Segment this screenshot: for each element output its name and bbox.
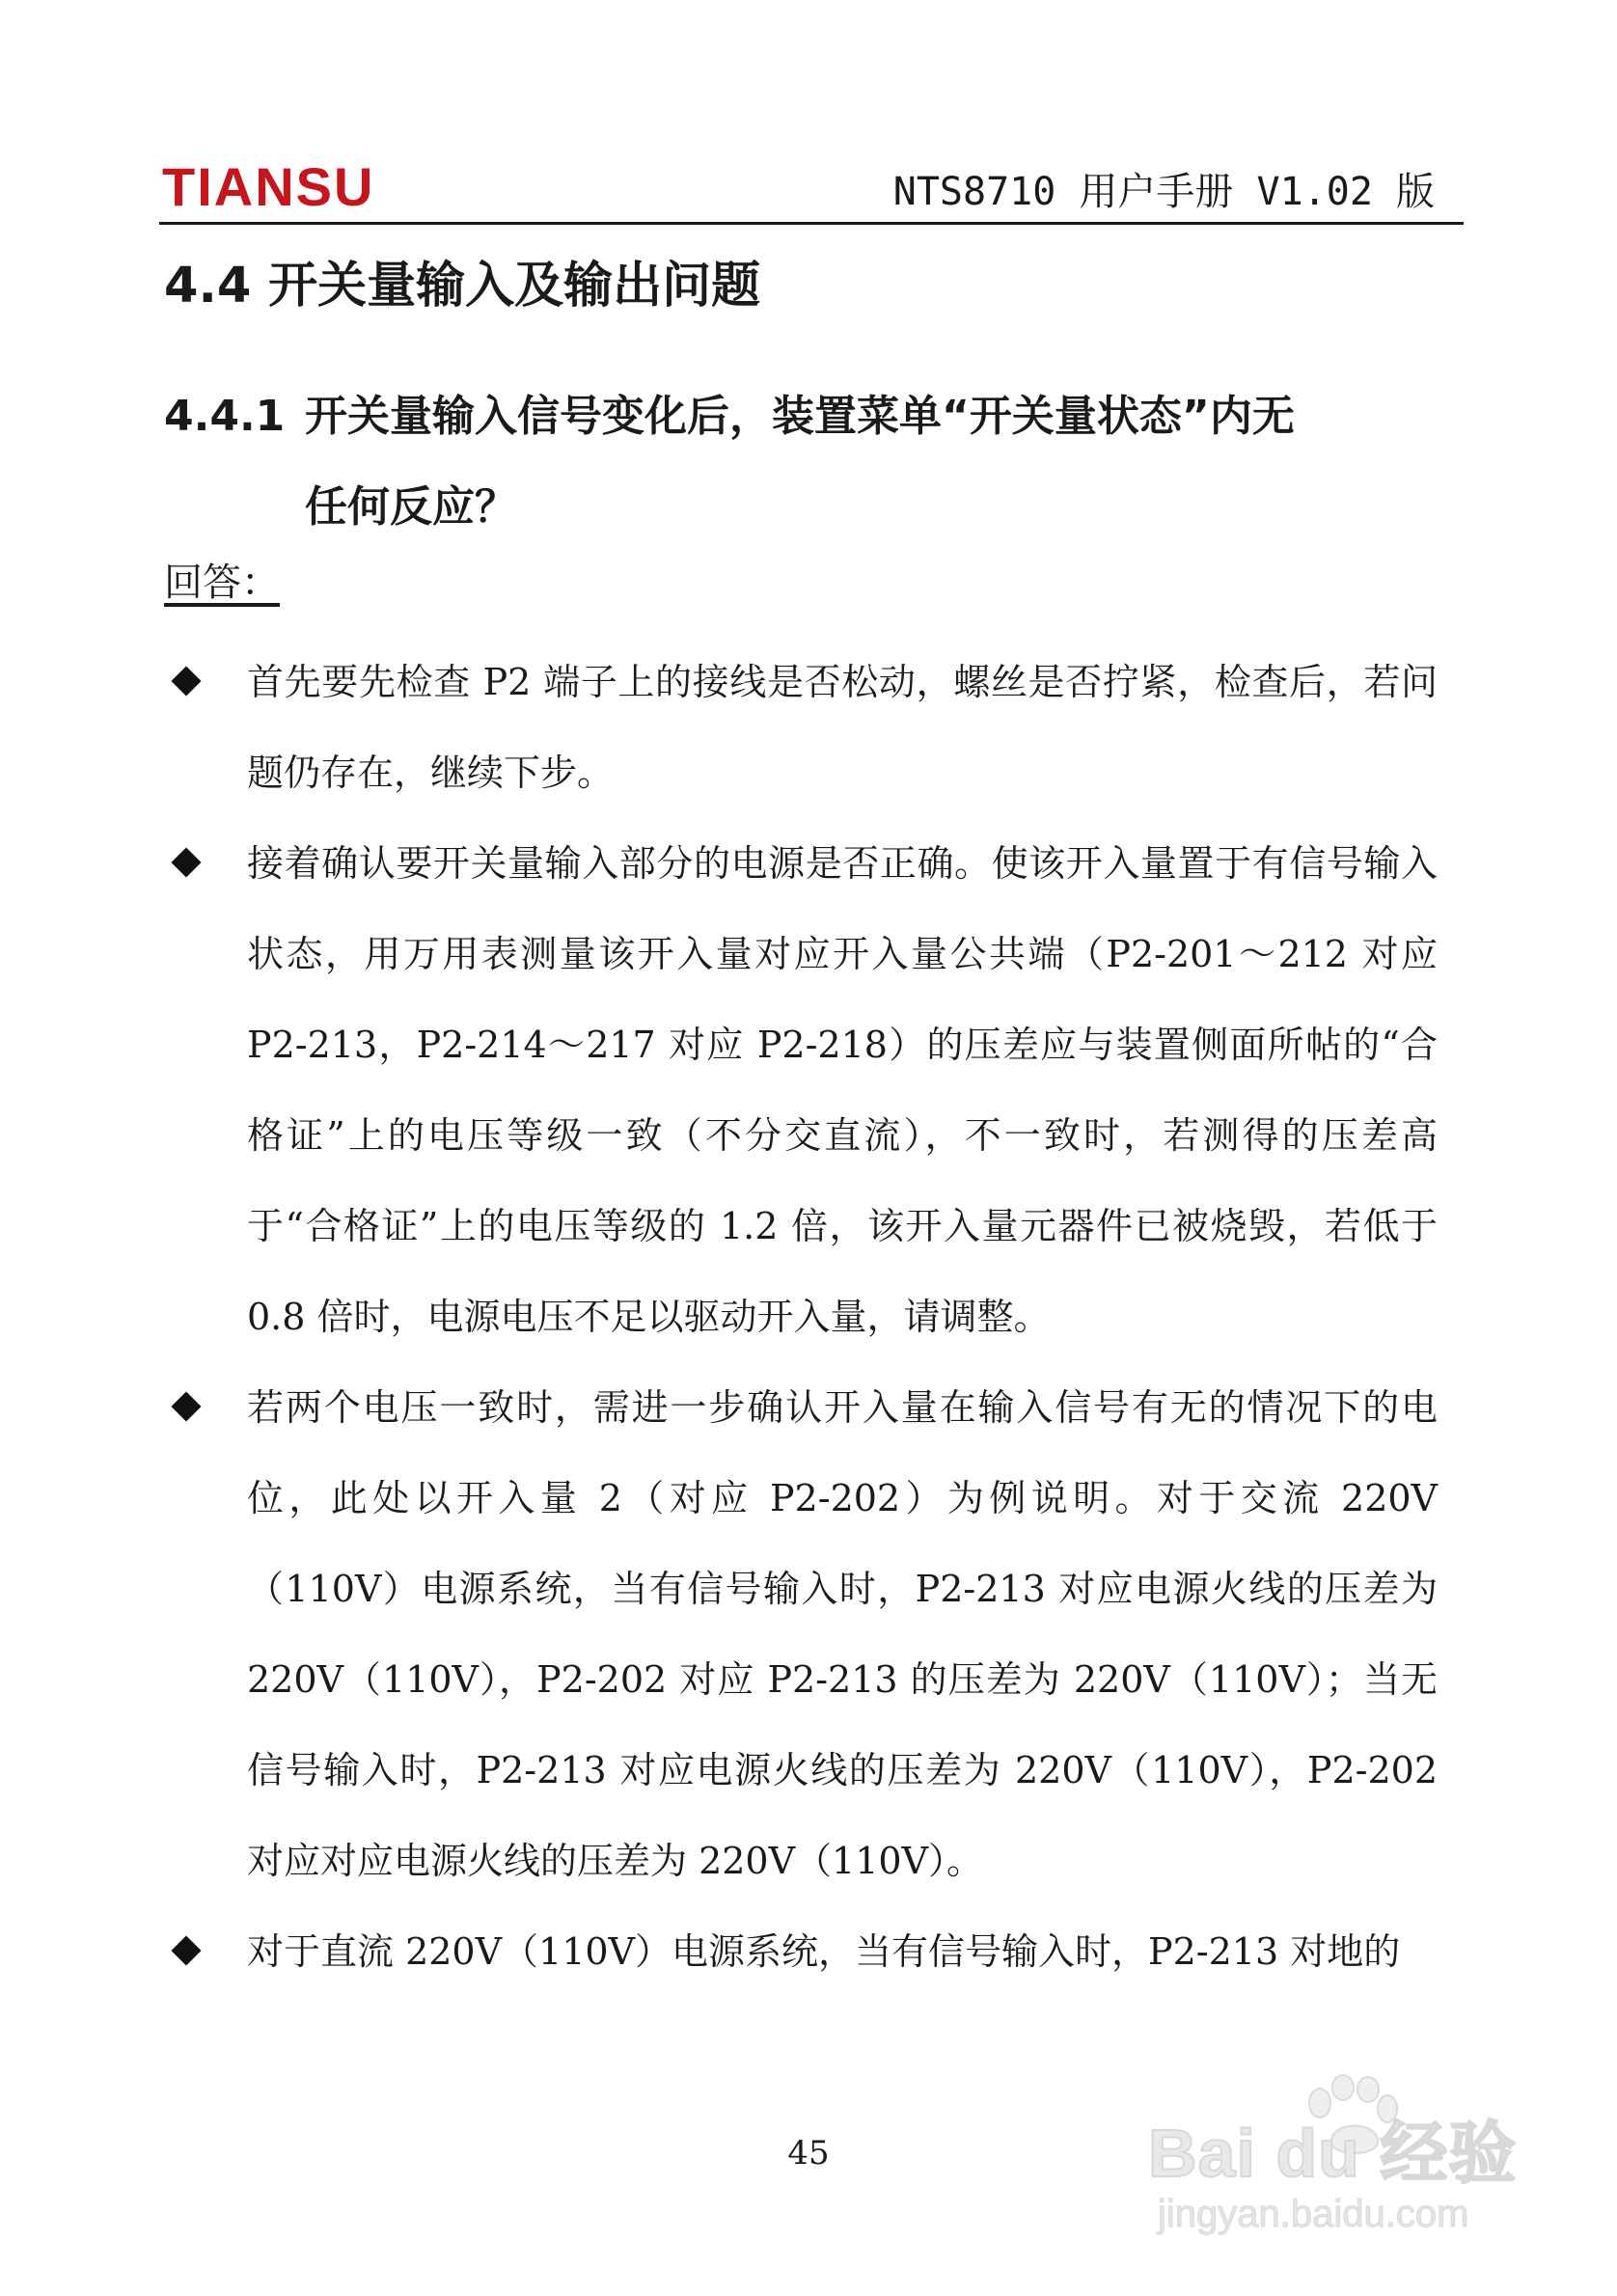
subsection-heading <box>164 371 1438 553</box>
company-logo: TIANSU <box>162 156 375 217</box>
diamond-bullet-icon <box>171 666 201 696</box>
watermark-url: jingyan.baidu.com <box>1158 2193 1469 2235</box>
list-item-text: 若两个电压一致时，需进一步确认开入量在输入信号有无的情况下的电位，此处以开入量 2（对应 P2-202）为例说明。对于交流 220V（110V）电源系统，当有信号输入时，P2-213 对应电源火线的压差为 220V（110V），P2-202 对应 P2-213 的压差为 220V（110V）；当无信号输入时，P2-213 对应电源火线的压差为 220V（110V），P2-202 对应对应电源火线的压差为 220V（110V）。 <box>247 1386 1438 1882</box>
diamond-bullet-icon <box>171 847 201 877</box>
subsection-title-line2: 任何反应？ <box>305 482 517 532</box>
page-number: 45 <box>787 2134 830 2173</box>
list-item-text: 首先要先检查 P2 端子上的接线是否松动，螺丝是否拧紧，检查后，若问题仍存在，继续下步。 <box>247 661 1438 794</box>
list-item <box>164 1906 1438 1997</box>
subsection-title-line1: 开关量输入信号变化后，装置菜单“开关量状态”内无 <box>305 392 1295 441</box>
header-divider <box>159 222 1464 225</box>
document-title: NTS8710 用户手册 V1.02 版 <box>892 170 1435 214</box>
diamond-bullet-icon <box>171 1935 201 1965</box>
page-header <box>159 154 1462 224</box>
list-item <box>164 818 1438 1362</box>
list-item <box>164 637 1438 818</box>
watermark-brand: Bai du 经验 <box>1148 2116 1518 2191</box>
list-item <box>164 1362 1438 1906</box>
baidu-watermark <box>1148 2074 1534 2238</box>
subsection-number: 4.4.1 <box>164 392 286 441</box>
diamond-bullet-icon <box>171 1391 201 1421</box>
list-item-text: 接着确认要开关量输入部分的电源是否正确。使该开入量置于有信号输入状态，用万用表测量该开入量对应开入量公共端（P2-201～212 对应 P2-213，P2-214～217 对应 P2-218）的压差应与装置侧面所帖的“合格证”上的电压等级一致（不分交直流），不一致时，若测得的压差高于“合格证”上的电压等级的 1.2 倍，该开入量元器件已被烧毁，若低于 0.8 倍时，电源电压不足以驱动开入量，请调整。 <box>247 842 1438 1338</box>
list-item-text: 对于直流 220V（110V）电源系统，当有信号输入时，P2-213 对地的 <box>247 1930 1401 1973</box>
section-heading: 4.4 开关量输入及输出问题 <box>164 258 761 314</box>
answer-label: 回答： <box>164 560 280 605</box>
answer-list <box>164 637 1438 1997</box>
